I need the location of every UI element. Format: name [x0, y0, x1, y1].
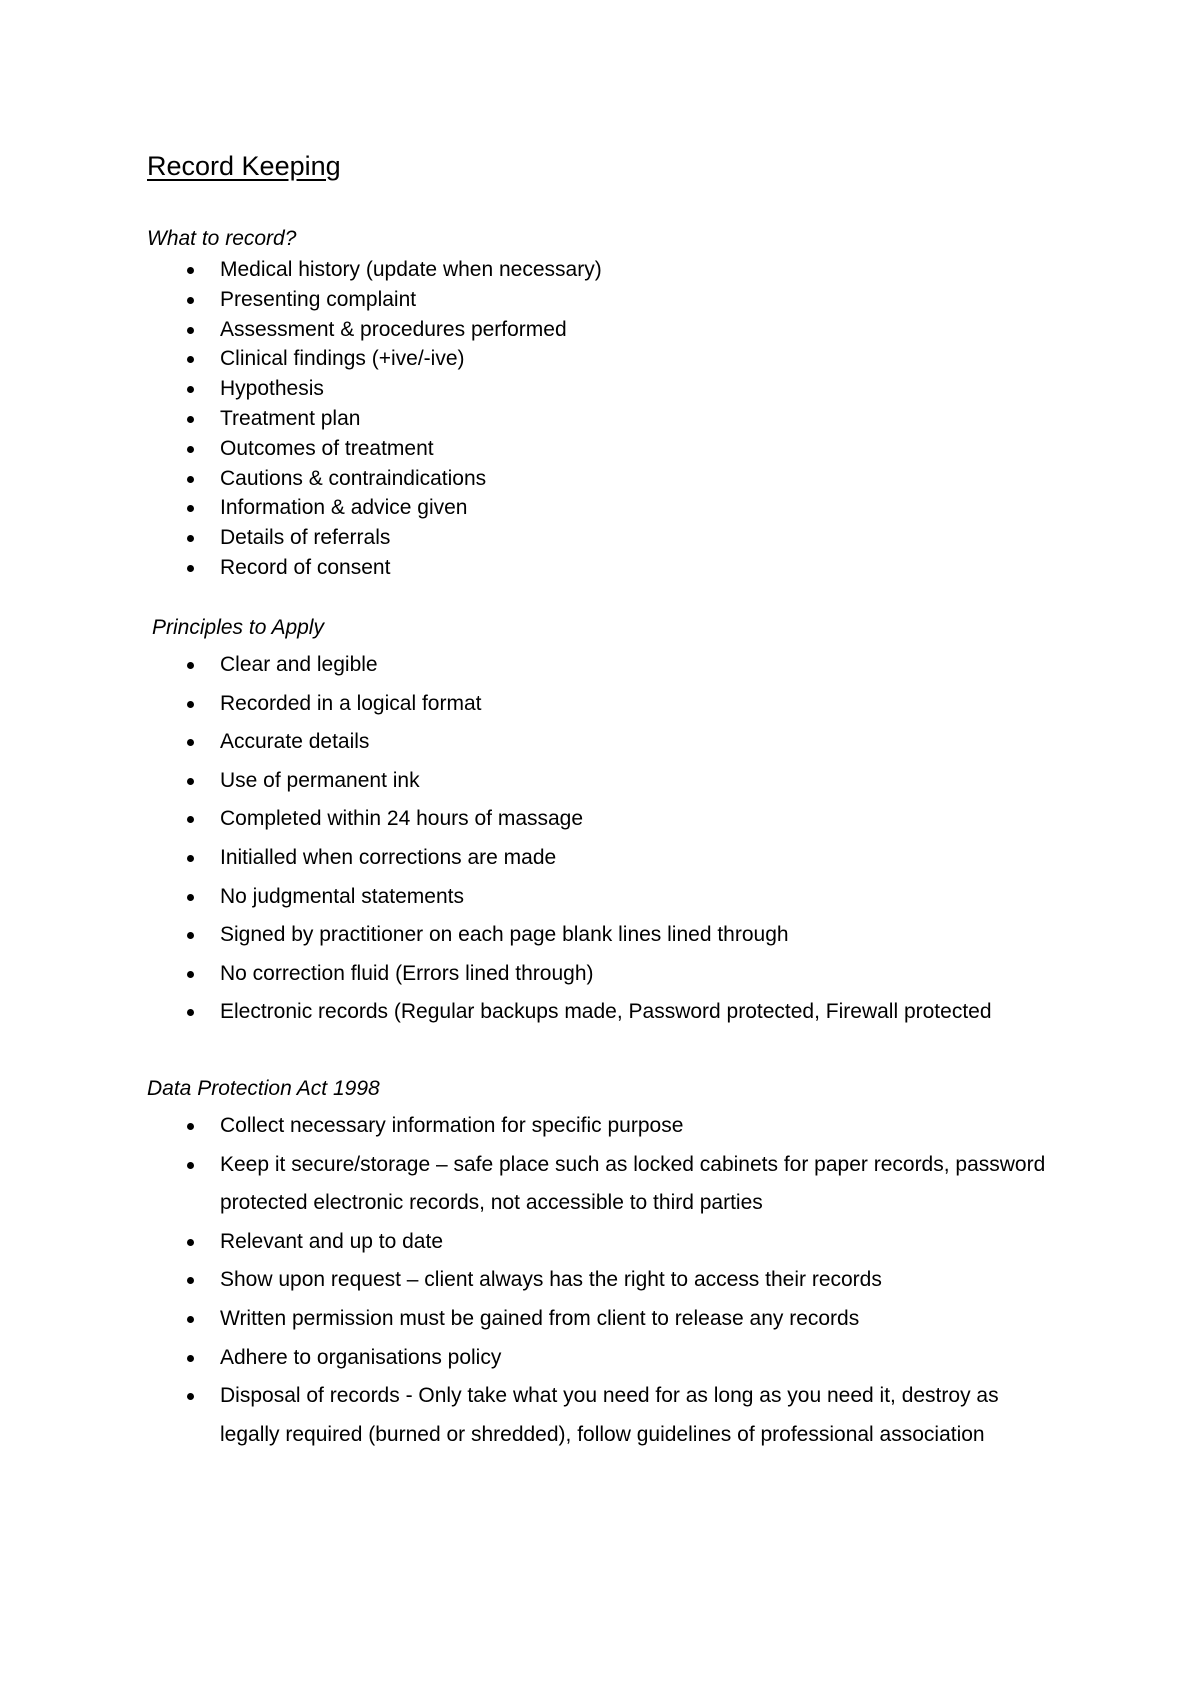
list-item: Details of referrals: [0, 523, 1200, 553]
bullet-list: [0, 1107, 1200, 1454]
list-item: Adhere to organisations policy: [0, 1339, 1200, 1378]
list-item: No correction fluid (Errors lined through): [0, 955, 1200, 994]
section-heading: Data Protection Act 1998: [147, 1077, 380, 1100]
list-item: Medical history (update when necessary): [0, 255, 1200, 285]
list-item: Initialled when corrections are made: [0, 839, 1200, 878]
list-item: Treatment plan: [0, 404, 1200, 434]
list-item: Hypothesis: [0, 374, 1200, 404]
section-heading: Principles to Apply: [152, 616, 324, 639]
list-item: Clear and legible: [0, 646, 1200, 685]
list-item: Electronic records (Regular backups made, Password protected, Firewall protected: [0, 993, 1200, 1032]
list-item: Written permission must be gained from client to release any records: [0, 1300, 1200, 1339]
list-item: Relevant and up to date: [0, 1223, 1200, 1262]
list-item: Accurate details: [0, 723, 1200, 762]
bullet-list: [0, 646, 1200, 1032]
list-item: Information & advice given: [0, 493, 1200, 523]
list-item: Completed within 24 hours of massage: [0, 800, 1200, 839]
list-item: Outcomes of treatment: [0, 434, 1200, 464]
list-item: No judgmental statements: [0, 878, 1200, 917]
list-item: Use of permanent ink: [0, 762, 1200, 801]
list-item: Assessment & procedures performed: [0, 315, 1200, 345]
list-item: Clinical findings (+ive/-ive): [0, 344, 1200, 374]
section-heading: What to record?: [147, 227, 297, 250]
list-item: Recorded in a logical format: [0, 685, 1200, 724]
bullet-list: [0, 255, 1200, 583]
page-title: Record Keeping: [147, 151, 341, 181]
list-item: Keep it secure/storage – safe place such as locked cabinets for paper records, password protected electronic records, not accessible to third parties: [0, 1146, 1200, 1223]
list-item: Show upon request – client always has the right to access their records: [0, 1261, 1200, 1300]
list-item: Cautions & contraindications: [0, 464, 1200, 494]
list-item: Record of consent: [0, 553, 1200, 583]
list-item: Signed by practitioner on each page blank lines lined through: [0, 916, 1200, 955]
list-item: Presenting complaint: [0, 285, 1200, 315]
list-item: Collect necessary information for specific purpose: [0, 1107, 1200, 1146]
list-item: Disposal of records - Only take what you need for as long as you need it, destroy as legally required (burned or shredded), follow guidelines of professional association: [0, 1377, 1200, 1454]
